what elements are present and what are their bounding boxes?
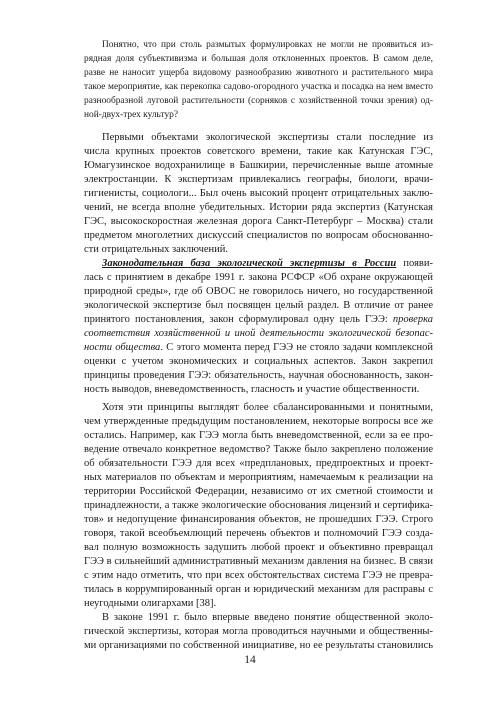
text-line: принципы проведения ГЭЭ: обязательность, научная обоснованность, закон- — [84, 370, 433, 381]
text-line: природной среды», где об ОВОС не говорилось ничего, но государственной — [84, 286, 433, 297]
italic-phrase: ности общества — [84, 342, 161, 353]
text-line: принадлежности, а также экологические обоснования лицензий и сертифика- — [84, 500, 433, 511]
text-line: предметом многолетних дискуссий специалистов по вопросам обоснованно- — [84, 230, 433, 241]
text-line: рядная доля субъективизма и большая доля отклоненных проектов. В самом деле, — [84, 54, 433, 64]
page-number: 14 — [244, 654, 256, 666]
text-line: Первыми объектами экологической экспертизы стали последние из — [102, 132, 433, 143]
text-line — [84, 341, 433, 354]
text-line: вал полную возможность задушить любой проект и объективно превращал — [84, 542, 433, 553]
text-line: с этим надо отметить, что при всех обстоятельствах система ГЭЭ не превра- — [84, 570, 433, 581]
text-line: ность выводов, вневедомственность, гласность и участие общественности. — [84, 384, 420, 395]
text-line: лась с принятием в декабре 1991 г. закона РСФСР «Об охране окружающей — [84, 272, 433, 283]
text-line: ГЭЭ в сильнейший административный механизм давления на бизнес. В связи — [84, 556, 433, 567]
text-line: Хотя эти принципы выглядят более сбалансированными и понятными, — [102, 402, 433, 413]
text-line — [102, 257, 433, 270]
text-line: остались. Например, как ГЭЭ могла быть вневедомственной, если за ее про- — [84, 430, 433, 441]
text-line: чений, не всегда вполне убедительных. Истории ряда экспертиз (Катунская — [84, 202, 433, 213]
text-line: территории Российской Федерации, независимо от их сметной стоимости и — [84, 486, 433, 497]
text-span: появи- — [396, 258, 433, 269]
text-line: тов» и недопущение финансирования объектов, не прошедших ГЭЭ. Строго — [84, 514, 433, 525]
text-line: такое мероприятие, как перекопка садово-огородного участка и посадка на нем вместо — [84, 82, 433, 92]
text-line: говоря, такой всеобъемлющий перечень объектов и полномочий ГЭЭ созда- — [84, 528, 433, 539]
text-line: оценки с учетом экономических и социальных аспектов. Закон закрепил — [84, 356, 433, 367]
text-line: ведение отвечало конкретное ведомство? Также было закреплено положение — [84, 444, 433, 455]
text-line: неугодными олигархами [38]. — [84, 598, 217, 609]
text-line: чем утвержденные предыдущим постановлением, некоторые вопросы все же — [84, 416, 433, 427]
text-line — [84, 327, 433, 340]
text-line: ГЭС, высокоскоростная железная дорога Санкт-Петербург – Москва) стали — [84, 216, 433, 227]
text-line: ных материалов по объектам и мероприятиям, намечаемым к реализации на — [84, 472, 433, 483]
text-line: экологической экспертизе был посвящен целый раздел. В отличие от ранее — [84, 300, 433, 311]
text-line: разнообразной луговой растительности (сорняков с хозяйственной точки зрения) од- — [84, 96, 433, 106]
text-line: В законе 1991 г. было впервые введено понятие общественной эколо- — [102, 612, 433, 623]
text-line: разве не наносит ущерба видовому разнообразию животного и растительного мира — [84, 68, 433, 78]
text-span: принятого постановления, закон сформулировал одну цель ГЭЭ: — [84, 314, 393, 325]
italic-phrase: соответствия хозяйственной и иной деятельности экологической безопас- — [84, 328, 433, 339]
text-line: сти отрицательных заключений. — [84, 244, 229, 255]
text-span: . С этого момента перед ГЭЭ не стояло задачи комплексной — [160, 342, 433, 353]
text-line: гигиенисты, социологи... Был очень высокий процент отрицательных заклю- — [84, 188, 433, 199]
text-line: гической экспертизы, которая могла проводиться научными и общественны- — [84, 626, 433, 637]
text-line: об обязательности ГЭЭ для всех «предплановых, предпроектных и проект- — [84, 458, 433, 469]
text-line: ми организациями по собственной инициативе, но ее результаты становились — [84, 640, 433, 651]
section-emphasis: Законодательная база экологической экспертизы в России — [102, 258, 397, 269]
text-line: ной-двух-трех культур? — [84, 110, 178, 120]
text-line: электростанции. К экспертизам привлекались географы, биологи, врачи- — [84, 174, 433, 185]
text-line — [84, 313, 433, 326]
text-line: числа крупных проектов советского времени, такие как Катунская ГЭС, — [84, 146, 433, 157]
text-line: Понятно, что при столь размытых формулировках не могли не проявиться из- — [102, 40, 433, 50]
text-line: Юмагузинское водохранилище в Башкирии, перечисленные выше атомные — [84, 160, 433, 171]
italic-phrase: проверка — [392, 314, 433, 325]
text-line: тилась в коррумпированный орган и юридический механизм для расправы с — [84, 584, 433, 595]
